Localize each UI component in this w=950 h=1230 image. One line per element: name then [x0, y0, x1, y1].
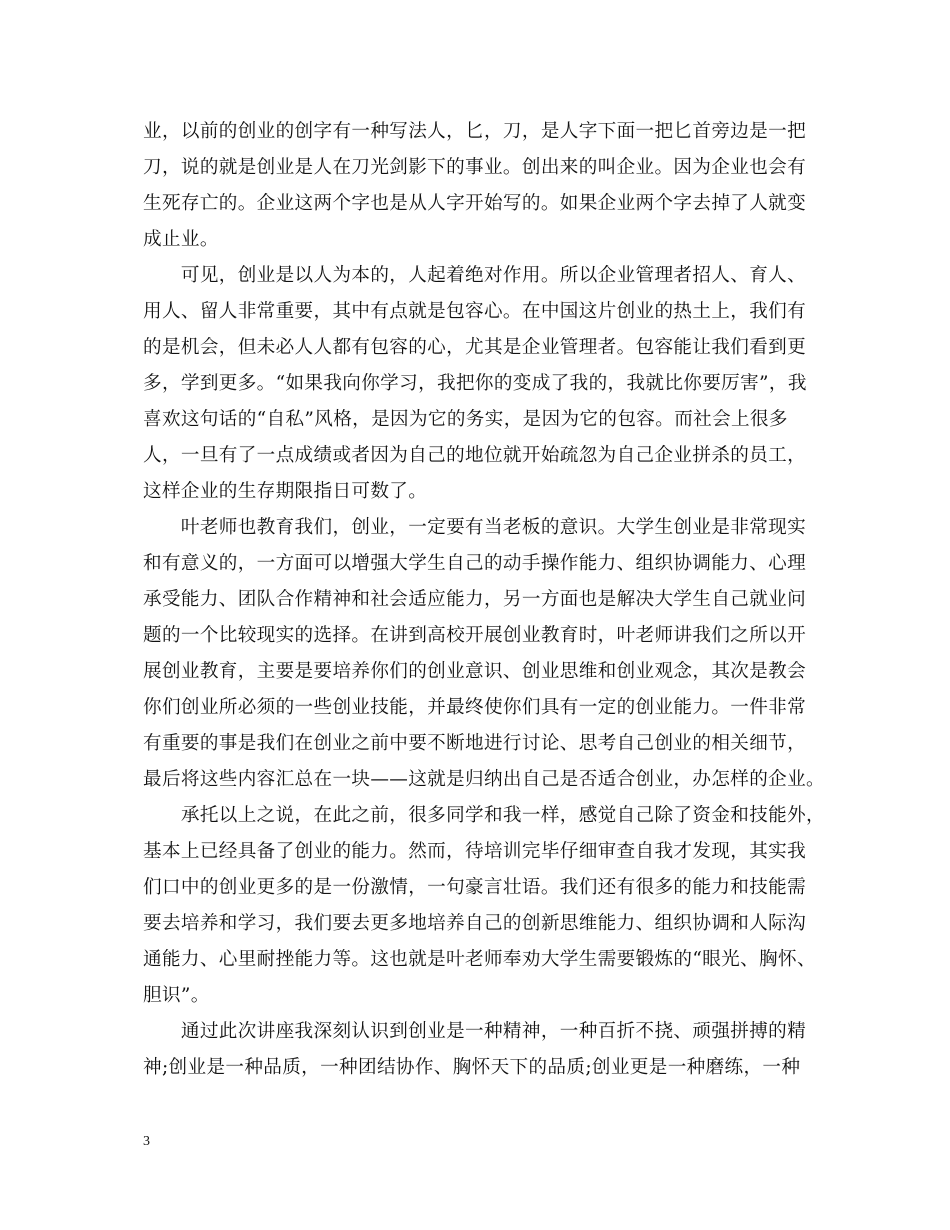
text-line: 可见，创业是以人为本的，人起着绝对作用。所以企业管理者招人、育人、: [143, 265, 807, 286]
text-line: 题的一个比较现实的选择。在讲到高校开展创业教育时，叶老师讲我们之所以开: [143, 625, 807, 646]
text-line: 人，一旦有了一点成绩或者因为自己的地位就开始疏忽为自己企业拼杀的员工，: [143, 445, 807, 466]
text-line: 有重要的事是我们在创业之前中要不断地进行讨论、思考自己创业的相关细节，: [143, 733, 807, 754]
text-line: 叶老师也教育我们，创业，一定要有当老板的意识。大学生创业是非常现实: [143, 517, 807, 538]
text-line: 这样企业的生存期限指日可数了。: [143, 481, 428, 502]
text-line: 通过此次讲座我深刻认识到创业是一种精神，一种百折不挠、顽强拼搏的精: [143, 1021, 807, 1042]
text-line: 和有意义的，一方面可以增强大学生自己的动手操作能力、组织协调能力、心理: [143, 553, 807, 574]
text-line: 业，以前的创业的创字有一种写法人，匕，刀，是人字下面一把匕首旁边是一把: [143, 121, 807, 142]
page-number: 3: [143, 1134, 150, 1149]
text-line: 基本上已经具备了创业的能力。然而，待培训完毕仔细审查自我才发现，其实我: [143, 841, 807, 862]
text-line: 要去培养和学习，我们要去更多地培养自己的创新思维能力、组织协调和人际沟: [143, 913, 807, 934]
text-line: 胆识”。: [143, 985, 210, 1006]
text-line: 展创业教育，主要是要培养你们的创业意识、创业思维和创业观念，其次是教会: [143, 661, 807, 682]
text-line: 通能力、心里耐挫能力等。这也就是叶老师奉劝大学生需要锻炼的“眼光、胸怀、: [143, 949, 816, 970]
text-line: 神;创业是一种品质，一种团结协作、胸怀天下的品质;创业更是一种磨练，一种: [143, 1057, 801, 1078]
text-line: 成止业。: [143, 229, 219, 250]
text-line: 刀，说的就是创业是人在刀光剑影下的事业。创出来的叫企业。因为企业也会有: [143, 157, 807, 178]
text-line: 的是机会，但未必人人都有包容的心，尤其是企业管理者。包容能让我们看到更: [143, 337, 807, 358]
body-text: [143, 114, 825, 1086]
text-line: 承托以上之说，在此之前，很多同学和我一样，感觉自己除了资金和技能外，: [143, 805, 825, 826]
text-line: 喜欢这句话的“自私”风格，是因为它的务实，是因为它的包容。而社会上很多: [143, 409, 788, 430]
text-line: 最后将这些内容汇总在一块——这就是归纳出自己是否适合创业，办怎样的企业。: [143, 769, 825, 790]
text-line: 多，学到更多。“如果我向你学习，我把你的变成了我的，我就比你要厉害”，我: [143, 373, 807, 394]
text-line: 们口中的创业更多的是一份激情，一句豪言壮语。我们还有很多的能力和技能需: [143, 877, 807, 898]
text-line: 用人、留人非常重要，其中有点就是包容心。在中国这片创业的热土上，我们有: [143, 301, 807, 322]
text-line: 承受能力、团队合作精神和社会适应能力，另一方面也是解决大学生自己就业问: [143, 589, 807, 610]
text-line: 生死存亡的。企业这两个字也是从人字开始写的。如果企业两个字去掉了人就变: [143, 193, 807, 214]
text-line: 你们创业所必须的一些创业技能，并最终使你们具有一定的创业能力。一件非常: [143, 697, 807, 718]
